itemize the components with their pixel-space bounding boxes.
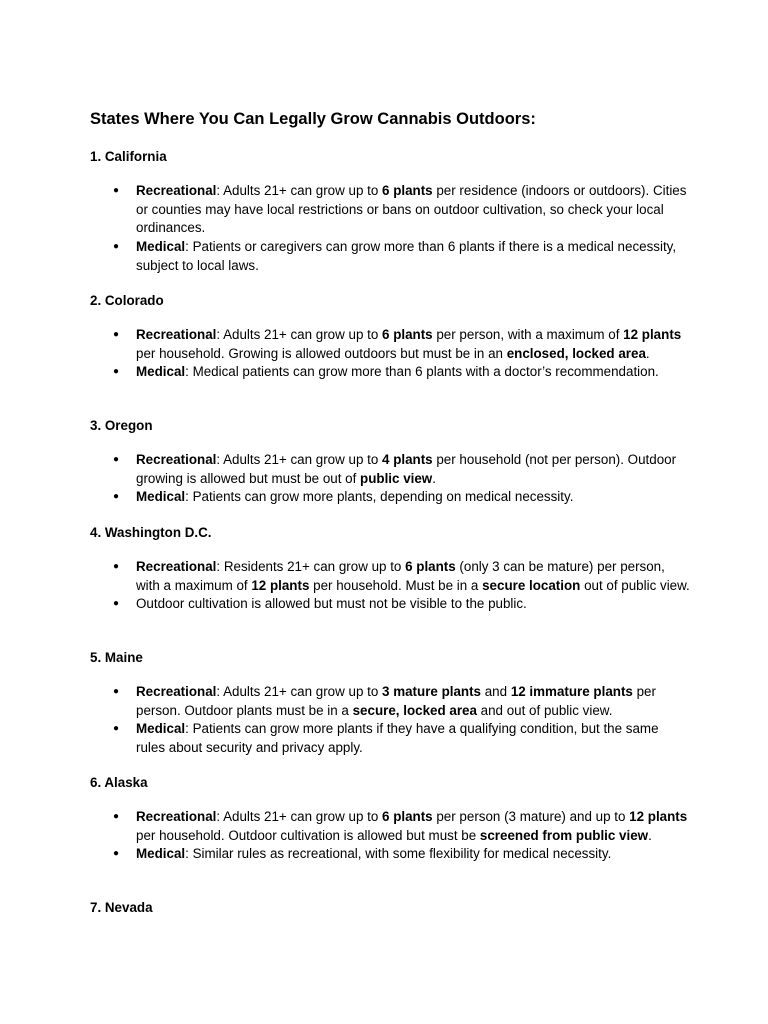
section-heading: 1. California	[90, 149, 167, 164]
section-california	[90, 148, 690, 276]
bullet-list	[90, 326, 690, 382]
text-run: and out of public view.	[476, 702, 613, 718]
section-heading: 2. Colorado	[90, 293, 164, 308]
text-run: : Adults 21+ can grow up to	[216, 452, 383, 467]
bold-text: secure, locked area	[352, 702, 477, 718]
bold-text: screened from public view	[479, 827, 649, 843]
bullet-item	[90, 720, 690, 757]
bold-text: 6 plants	[405, 559, 456, 574]
bold-text: Medical	[136, 239, 186, 255]
bullet-list	[90, 451, 690, 507]
text-run: : Adults 21+ can grow up to	[216, 809, 383, 824]
bullet-item	[90, 182, 690, 238]
text-run: : Patients can grow more plants, depending on medical necessity.	[185, 489, 574, 505]
text-run: : Adults 21+ can grow up to	[216, 327, 383, 342]
text-run: : Adults 21+ can grow up to	[216, 684, 383, 699]
bold-text: Recreational	[136, 452, 217, 467]
bold-text: 12 plants	[623, 327, 682, 342]
bold-text: 3 mature plants	[382, 684, 482, 699]
text-run: Outdoor cultivation is allowed but must not be visible to the public.	[136, 596, 527, 612]
text-run: per household. Must be in a	[309, 577, 483, 593]
text-run: per household (not per person). Outdoor growing is allowed but must be out of	[136, 452, 677, 486]
text-run: per residence (indoors or outdoors). Cities or counties may have local restrictions or bans on outdoor cultivation, so check your local ordinances.	[136, 183, 687, 236]
section-heading: 4. Washington D.C.	[90, 525, 212, 540]
text-run: per person. Outdoor plants must be in a	[136, 684, 656, 718]
section-alaska	[90, 774, 690, 864]
text-run: : Residents 21+ can grow up to	[216, 559, 406, 574]
bold-text: Recreational	[136, 183, 217, 198]
text-run: .	[645, 345, 650, 361]
text-run: (only 3 can be mature) per person, with a maximum of	[136, 559, 665, 593]
bold-text: 4 plants	[382, 452, 433, 467]
bullet-item	[90, 808, 690, 845]
bullet-item	[90, 451, 690, 488]
bold-text: 12 immature plants	[510, 684, 633, 699]
text-run: : Medical patients can grow more than 6 plants with a doctor’s recommendation.	[185, 364, 659, 380]
bold-text: 6 plants	[382, 809, 433, 824]
section-maine	[90, 649, 690, 758]
bullet-list	[90, 182, 690, 276]
bold-text: Medical	[136, 364, 186, 380]
section-heading: 3. Oregon	[90, 418, 153, 433]
section-heading: 7. Nevada	[90, 900, 153, 915]
bold-text: Recreational	[136, 684, 217, 699]
text-run: : Adults 21+ can grow up to	[216, 183, 383, 198]
bold-text: Recreational	[136, 809, 217, 824]
section-heading: 6. Alaska	[90, 775, 148, 790]
bullet-item	[90, 845, 690, 864]
bullet-item	[90, 238, 690, 275]
text-run: .	[648, 827, 652, 843]
bold-text: Recreational	[136, 327, 217, 342]
section-nevada	[90, 899, 690, 917]
bullet-list	[90, 808, 690, 864]
bold-text: public view	[360, 470, 433, 486]
section-heading: 5. Maine	[90, 650, 143, 665]
section-colorado	[90, 292, 690, 382]
text-run: : Similar rules as recreational, with some flexibility for medical necessity.	[185, 846, 612, 862]
text-run: and	[481, 684, 511, 699]
bold-text: 12 plants	[251, 577, 310, 593]
text-run: : Patients or caregivers can grow more than 6 plants if there is a medical necessity, subject to local laws.	[136, 239, 677, 273]
bold-text: 6 plants	[382, 183, 433, 198]
bold-text: secure location	[482, 577, 581, 593]
text-run: : Patients can grow more plants if they have a qualifying condition, but the same rules about security and privacy apply.	[136, 721, 659, 756]
section-washington-dc	[90, 524, 690, 614]
text-run: per household. Growing is allowed outdoors but must be in an	[136, 345, 507, 361]
bullet-item	[90, 363, 690, 382]
bold-text: Recreational	[136, 559, 217, 574]
text-run: out of public view.	[580, 577, 690, 593]
bold-text: Medical	[136, 721, 186, 737]
bold-text: 6 plants	[382, 327, 433, 342]
bold-text: Medical	[136, 489, 186, 505]
text-run: per person, with a maximum of	[432, 327, 624, 342]
bullet-item	[90, 683, 690, 720]
bold-text: 12 plants	[629, 809, 688, 824]
bullet-item	[90, 326, 690, 363]
bullet-item	[90, 558, 690, 595]
bullet-item	[90, 488, 690, 507]
section-oregon	[90, 417, 690, 507]
bullet-list	[90, 558, 690, 614]
text-run: per household. Outdoor cultivation is allowed but must be	[136, 827, 480, 843]
document-title: States Where You Can Legally Grow Cannabis Outdoors:	[90, 110, 536, 128]
text-run: per person (3 mature) and up to	[432, 809, 630, 824]
bullet-item	[90, 595, 690, 614]
bullet-list	[90, 683, 690, 758]
text-run: .	[432, 470, 436, 486]
bold-text: enclosed, locked area	[506, 345, 646, 361]
bold-text: Medical	[136, 846, 186, 862]
